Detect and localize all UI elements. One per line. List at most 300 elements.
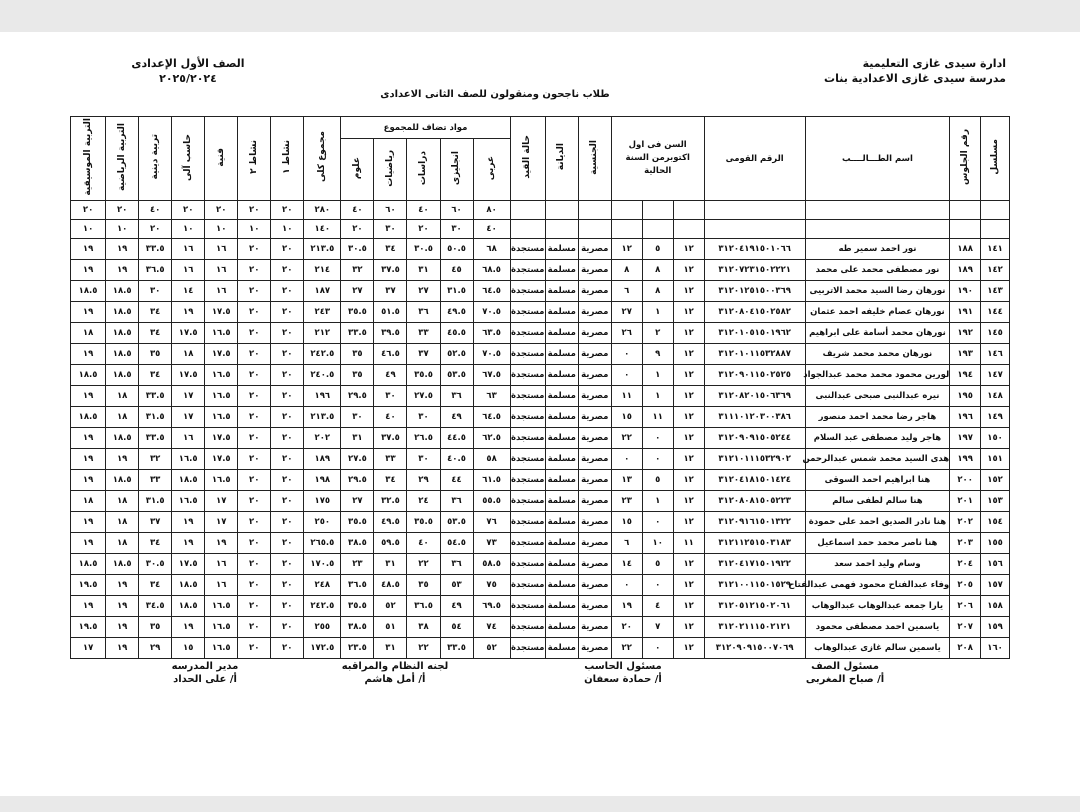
age-days-cell: ٠ [611,449,642,470]
score-limit-cell: ٢٠ [71,201,106,220]
grade-cell: ١٦ [172,260,205,281]
grade-cell: ٣٦ [440,554,473,575]
age-years-cell: ١٢ [673,491,704,512]
grade-cell: ١٧ [172,407,205,428]
age-years-cell: ١٢ [673,365,704,386]
grade-cell: ١٨ [106,386,139,407]
grade-cell: ٢٠ [271,596,304,617]
age-days-cell: ٠ [611,365,642,386]
religion-cell: مسلمة [545,491,578,512]
empty-cell [545,220,578,239]
grade-cell: ١٨.٥ [106,281,139,302]
grade-cell: ٢٠ [271,365,304,386]
age-days-cell: ١٥ [611,512,642,533]
grade-cell: ١٦ [205,575,238,596]
grade-cell: ٣٤ [139,365,172,386]
score-limit-cell: ١٠ [238,220,271,239]
score-limit-cell: ٢٠ [139,220,172,239]
grade-cell: ٢٠ [271,281,304,302]
grade-cell: ٣١.٥ [440,281,473,302]
serial-cell: ١٥١ [981,449,1010,470]
footer-person: أ/ حمادة سعفان [584,674,662,685]
grade-cell: ١٩ [71,533,106,554]
score-limit-cell: ٦٠ [440,201,473,220]
grade-cell: ٢٠ [271,407,304,428]
national-id-cell: ٣١٢٠١٠٥١٥٠١٩٦٢ [704,323,805,344]
empty-cell [545,201,578,220]
top-band [0,0,1080,32]
grade-cell: ١٧.٥ [172,323,205,344]
age-months-cell: ١ [642,365,673,386]
grade-cell: ٤٤.٥ [440,428,473,449]
grade-cell: ١٦ [172,239,205,260]
grade-cell: ٢٠ [271,575,304,596]
grade-cell: ٢٠ [238,428,271,449]
grade-cell: ٤٩.٥ [440,302,473,323]
col-art: فنية [205,117,238,201]
bottom-band [0,796,1080,812]
score-limit-cell: ٤٠ [139,201,172,220]
religion-cell: مسلمة [545,365,578,386]
nationality-cell: مصرية [578,449,611,470]
col-arabic: عربى [473,139,510,201]
grade-cell: ٢٠ [271,491,304,512]
grade-cell: ١٨٧ [304,281,341,302]
serial-cell: ١٥٢ [981,470,1010,491]
footer-class-supervisor [770,660,920,686]
student-name-cell: وسام وليد احمد سعد [805,554,949,575]
age-days-cell: ١٤ [611,554,642,575]
grade-cell: ١٧ [205,491,238,512]
grade-cell: ٥١ [374,617,407,638]
religion-cell: مسلمة [545,302,578,323]
grade-cell: ٢٤٨ [304,575,341,596]
score-limit-cell: ٢٠ [238,201,271,220]
grade-cell: ٣٣ [139,470,172,491]
table-row [71,596,1010,617]
grade-cell: ٢٠ [271,323,304,344]
age-years-cell: ١٢ [673,407,704,428]
serial-cell: ١٥٨ [981,596,1010,617]
grade-cell: ١٤ [172,281,205,302]
grade-cell: ٣٥.٥ [341,596,374,617]
grade-cell: ١٨.٥ [172,575,205,596]
grade-cell: ٣١.٥ [139,407,172,428]
grade-cell: ٧٣ [473,533,510,554]
grade-cell: ٣٥ [341,344,374,365]
seat-cell: ٢٠٤ [950,554,981,575]
age-months-cell: ١١ [642,407,673,428]
age-days-cell: ٢٢ [611,638,642,659]
grade-title: الصف الأول الإعدادى [131,57,245,70]
nationality-cell: مصرية [578,428,611,449]
grade-cell: ٣٢ [341,260,374,281]
grade-cell: ١٦ [205,239,238,260]
grade-cell: ٢٩ [407,470,440,491]
grade-cell: ١٨.٥ [172,470,205,491]
col-seat: رقم الجلوس [950,117,981,201]
nationality-cell: مصرية [578,491,611,512]
col-science: علوم [341,139,374,201]
grade-cell: ٢٠ [238,596,271,617]
col-english: انجليزى [440,139,473,201]
status-cell: مستجدة [510,533,545,554]
grade-cell: ١٧.٥ [205,449,238,470]
grade-cell: ٢٥٠ [304,512,341,533]
seat-cell: ٢٠٠ [950,470,981,491]
grade-cell: ١٨.٥ [106,428,139,449]
grade-cell: ٢٠ [238,386,271,407]
grade-cell: ١٨.٥ [106,554,139,575]
religion-cell: مسلمة [545,470,578,491]
status-cell: مستجدة [510,554,545,575]
serial-cell: ١٥٩ [981,617,1010,638]
grade-cell: ١٨ [106,491,139,512]
grade-cell: ١٦.٥ [205,323,238,344]
footer-role: مدير المدرسه [171,661,239,672]
table-row [71,239,1010,260]
national-id-cell: ٣١٢٠١٢٥١٥٠٠٣٦٩ [704,281,805,302]
religion-cell: مسلمة [545,344,578,365]
age-days-cell: ٢٧ [611,302,642,323]
grade-cell: ١٩.٥ [71,575,106,596]
grade-cell: ٢٠ [238,638,271,659]
nationality-cell: مصرية [578,617,611,638]
national-id-cell: ٣١٢١٠١١١٥٣٢٩٠٢ [704,449,805,470]
table-row [71,407,1010,428]
serial-cell: ١٥٠ [981,428,1010,449]
grade-cell: ٣٥ [139,344,172,365]
table-row [71,365,1010,386]
nationality-cell: مصرية [578,323,611,344]
grade-cell: ١٨٩ [304,449,341,470]
grade-header [128,56,248,86]
national-id-cell: ٣١١١٠١٢٠٣٠٠٣٨٦ [704,407,805,428]
grade-cell: ٣٥ [341,365,374,386]
religion-cell: مسلمة [545,428,578,449]
table-row [71,512,1010,533]
grade-cell: ٣٧ [374,281,407,302]
grade-cell: ٣٤ [139,323,172,344]
age-years-cell: ١٢ [673,344,704,365]
religion-cell: مسلمة [545,575,578,596]
grade-cell: ٤٠ [374,407,407,428]
grade-cell: ٦٣ [473,386,510,407]
age-years-cell: ١٢ [673,512,704,533]
grade-cell: ٥٣.٥ [440,512,473,533]
grade-cell: ١٩ [106,449,139,470]
grade-cell: ٧٠.٥ [473,344,510,365]
seat-cell: ٢٠٦ [950,596,981,617]
score-limit-cell: ٤٠ [473,220,510,239]
grade-cell: ٦١.٥ [473,470,510,491]
grade-cell: ٥٠.٥ [440,239,473,260]
col-studies: دراسات [407,139,440,201]
student-name-cell: هاجر وليد مصطفى عبد السلام [805,428,949,449]
national-id-cell: ٣١٢١٠٠١١٥٠١٥٢٩ [704,575,805,596]
student-name-cell: هنا ابراهيم احمد السوقى [805,470,949,491]
age-days-cell: ١٢ [611,239,642,260]
empty-cell [704,201,805,220]
empty-cell [611,201,642,220]
empty-cell [510,201,545,220]
age-years-cell: ١٢ [673,281,704,302]
grade-cell: ٢١٣.٥ [304,239,341,260]
footer-person: أ/ أمل هاشم [364,674,426,685]
grade-cell: ٣٢ [139,449,172,470]
grade-cell: ١٩ [106,617,139,638]
religion-cell: مسلمة [545,281,578,302]
grade-cell: ٣٠ [407,407,440,428]
grade-cell: ٥٤.٥ [440,533,473,554]
serial-cell: ١٤٦ [981,344,1010,365]
nationality-cell: مصرية [578,302,611,323]
age-months-cell: ٠ [642,575,673,596]
grade-cell: ١٩ [172,512,205,533]
footer-role: لجنه النظام والمراقبه [341,661,449,672]
age-months-cell: ٥ [642,239,673,260]
student-name-cell: نور مصطفى محمد على محمد [805,260,949,281]
score-limit-cell: ٣٠ [440,220,473,239]
grade-cell: ٣٤ [139,302,172,323]
grade-cell: ٢٠ [271,260,304,281]
serial-cell: ١٤٤ [981,302,1010,323]
grade-cell: ٢٧.٥ [341,449,374,470]
grade-cell: ١٦ [172,428,205,449]
grade-cell: ١٥ [172,638,205,659]
age-days-cell: ٦ [611,281,642,302]
grade-cell: ٣٤ [374,239,407,260]
serial-cell: ١٤٨ [981,386,1010,407]
grade-cell: ٥٢ [473,638,510,659]
table-row [71,575,1010,596]
seat-cell: ٢٠٨ [950,638,981,659]
table-row [71,260,1010,281]
grade-cell: ٢٩ [139,638,172,659]
grade-cell: ٢٦٥.٥ [304,533,341,554]
nationality-cell: مصرية [578,470,611,491]
grade-cell: ٢٠ [271,554,304,575]
score-limit-cell: ٤٠ [341,201,374,220]
score-limit-cell: ٢٠ [172,201,205,220]
score-limit-cell: ٢٠ [407,220,440,239]
grade-cell: ٣٠.٥ [407,239,440,260]
grade-cell: ١٩٦ [304,386,341,407]
empty-cell [510,220,545,239]
grade-cell: ١٦.٥ [205,470,238,491]
grade-cell: ٢٠ [238,449,271,470]
grade-cell: ١٦.٥ [205,638,238,659]
grade-cell: ٢١٢ [304,323,341,344]
col-added-group: مواد تضاف للمجموع [341,117,510,139]
serial-cell: ١٤٢ [981,260,1010,281]
grade-cell: ٥٢.٥ [440,344,473,365]
grade-cell: ١٧ [205,512,238,533]
grade-cell: ٣٧ [407,344,440,365]
grade-cell: ٥٥.٥ [473,491,510,512]
grade-cell: ٣٦ [407,302,440,323]
grade-cell: ٢٠ [271,428,304,449]
national-id-cell: ٣١٢١١٢٥١٥٠٣١٨٣ [704,533,805,554]
religion-cell: مسلمة [545,617,578,638]
grade-cell: ٢٠ [271,617,304,638]
grade-cell: ٣٦.٥ [139,260,172,281]
serial-cell: ١٦٠ [981,638,1010,659]
col-sports: التربية الرياضية [106,117,139,201]
grade-cell: ١٨.٥ [71,554,106,575]
grade-cell: ٣٠ [374,386,407,407]
national-id-cell: ٣١٢٠٩١٦١٥٠١٣٢٢ [704,512,805,533]
grade-cell: ٢٦.٥ [407,428,440,449]
grade-cell: ٢٠ [238,575,271,596]
serial-cell: ١٤٥ [981,323,1010,344]
nationality-cell: مصرية [578,386,611,407]
seat-cell: ١٩٢ [950,323,981,344]
status-cell: مستجدة [510,239,545,260]
religion-cell: مسلمة [545,512,578,533]
footer-role: مسئول الحاسب [584,661,662,672]
student-name-cell: نورهان رضا السيد محمد الاتربيى [805,281,949,302]
grade-cell: ٣٧.٥ [374,260,407,281]
student-name-cell: نور احمد سمير طه [805,239,949,260]
score-limit-cell: ٨٠ [473,201,510,220]
col-music: التربية الموسيقية [71,117,106,201]
seat-cell: ١٩٩ [950,449,981,470]
age-days-cell: ٦ [611,533,642,554]
grade-cell: ١٧.٥ [205,302,238,323]
empty-cell [805,201,949,220]
status-cell: مستجدة [510,323,545,344]
religion-cell: مسلمة [545,239,578,260]
grade-cell: ٢٠ [238,617,271,638]
grade-cell: ٣٥ [139,617,172,638]
grade-cell: ٣٥ [407,575,440,596]
grade-cell: ١٩ [71,428,106,449]
seat-cell: ١٩٦ [950,407,981,428]
grade-cell: ٢٩.٥ [341,470,374,491]
age-years-cell: ١٢ [673,470,704,491]
grade-cell: ١٨ [71,491,106,512]
grade-cell: ٢٠ [271,470,304,491]
grade-cell: ١٩.٥ [71,617,106,638]
student-name-cell: هنا ناصر محمد حمد اسماعيل [805,533,949,554]
student-name-cell: هنا نادر الصديق احمد على حمودة [805,512,949,533]
age-months-cell: ٨ [642,281,673,302]
grade-cell: ٢٢ [407,554,440,575]
grade-cell: ٤٩ [440,407,473,428]
national-id-cell: ٣١٢٠٤١٩١٥٠١٠٦٦ [704,239,805,260]
serial-cell: ١٤٧ [981,365,1010,386]
grade-cell: ٣١ [374,638,407,659]
grade-cell: ٢٠ [238,281,271,302]
age-days-cell: ٢٣ [611,491,642,512]
age-days-cell: ١٩ [611,596,642,617]
status-cell: مستجدة [510,575,545,596]
national-id-cell: ٣١٢٠١٠١١٥٣٢٨٨٧ [704,344,805,365]
table-body [71,201,1010,659]
age-days-cell: ٢٠ [611,617,642,638]
footer-role: مسئول الصف [811,661,879,672]
score-limit-cell: ٤٠ [407,201,440,220]
grade-cell: ١٦ [205,260,238,281]
student-name-cell: وفاء عبدالفتاح محمود فهمى عبدالفتاح [805,575,949,596]
age-days-cell: ١٥ [611,407,642,428]
status-cell: مستجدة [510,386,545,407]
empty-cell [950,201,981,220]
grade-cell: ٣٦.٥ [407,596,440,617]
national-id-cell: ٣١٢٠٤١٧١٥٠١٩٢٢ [704,554,805,575]
grade-cell: ١٦ [205,554,238,575]
grade-cell: ٤٦.٥ [374,344,407,365]
grade-cell: ٣٧.٥ [374,428,407,449]
table-row [71,617,1010,638]
grade-cell: ١٧.٥ [172,554,205,575]
national-id-cell: ٣١٢٠٨٢٠١٥٠٦٣٦٩ [704,386,805,407]
age-years-cell: ١٢ [673,386,704,407]
religion-cell: مسلمة [545,449,578,470]
col-activity2: نشاط ٢ [238,117,271,201]
age-days-cell: ٠ [611,344,642,365]
grade-cell: ٢٤٣ [304,302,341,323]
col-computer: حاسب آلى [172,117,205,201]
grade-cell: ٣١ [374,554,407,575]
grade-cell: ٣٠ [341,407,374,428]
col-national-id: الرقم القومى [704,117,805,201]
grade-cell: ٧٥ [473,575,510,596]
grade-cell: ١٩ [172,617,205,638]
grade-cell: ١٧٢.٥ [304,638,341,659]
religion-cell: مسلمة [545,323,578,344]
grade-cell: ٧٠.٥ [473,302,510,323]
footer-person: أ/ على الحداد [173,674,237,685]
serial-cell: ١٤١ [981,239,1010,260]
col-nationality: الجنسية [578,117,611,201]
grade-cell: ٢٧ [407,281,440,302]
grade-cell: ٣٠.٥ [341,239,374,260]
national-id-cell: ٣١٢٠٩٠١١٥٠٢٥٢٥ [704,365,805,386]
status-cell: مستجدة [510,617,545,638]
age-years-cell: ١٢ [673,554,704,575]
serial-cell: ١٤٣ [981,281,1010,302]
grade-cell: ١٩ [71,239,106,260]
grade-cell: ٥٣ [440,575,473,596]
col-age: السن فى اول اكتوبرمن السنة الحالية [611,117,704,201]
footer-committee [320,660,470,686]
empty-cell [642,201,673,220]
status-cell: مستجدة [510,449,545,470]
table-row [71,533,1010,554]
grade-cell: ١٩ [106,638,139,659]
grade-cell: ١٨.٥ [71,407,106,428]
grade-cell: ٢٧ [341,491,374,512]
seat-cell: ١٩٤ [950,365,981,386]
table-row [71,302,1010,323]
student-name-cell: ياسمين احمد مصطفى محمود [805,617,949,638]
grade-cell: ١٨.٥ [106,302,139,323]
seat-cell: ١٨٩ [950,260,981,281]
seat-cell: ١٩١ [950,302,981,323]
grade-cell: ٣١ [341,428,374,449]
grade-cell: ١٨ [106,533,139,554]
student-name-cell: يارا جمعه عبدالوهاب عبدالوهاب [805,596,949,617]
grade-cell: ٣٠.٥ [139,554,172,575]
serial-cell: ١٤٩ [981,407,1010,428]
school-name: مدرسة سيدى غازى الاعدادية بنات [824,72,1006,85]
age-years-cell: ١٢ [673,575,704,596]
status-cell: مستجدة [510,302,545,323]
min-score-row [71,220,1010,239]
grade-cell: ١٩ [71,449,106,470]
